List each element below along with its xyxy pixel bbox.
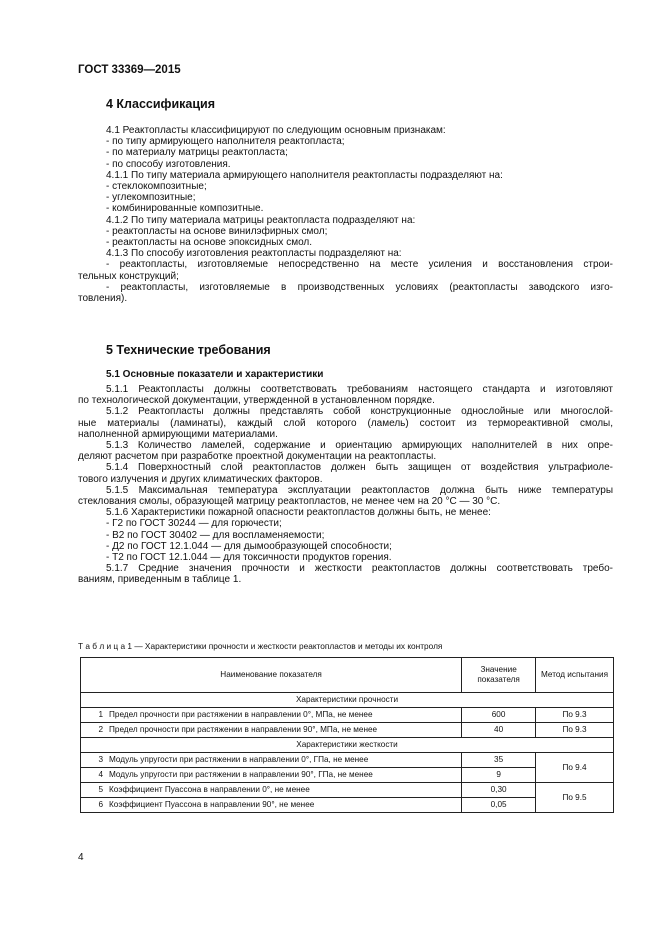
column-header-value: Значение показателя — [462, 658, 536, 693]
list-item: - стеклокомпозитные; — [106, 181, 207, 193]
row-number: 3 — [98, 755, 103, 764]
table-group-row — [81, 738, 614, 753]
list-item: - по типу армирующего наполнителя реактопласта; — [106, 136, 345, 148]
row-name-cell — [81, 753, 462, 768]
list-item: - углекомпозитные; — [106, 192, 196, 204]
table-row — [81, 723, 614, 738]
table-row — [81, 768, 614, 783]
characteristics-table — [80, 657, 614, 813]
section-4-body — [78, 125, 613, 304]
row-name-cell — [81, 768, 462, 783]
list-item: - Г2 по ГОСТ 30244 — для горючести; — [106, 518, 282, 530]
row-method: По 9.3 — [536, 723, 614, 738]
paragraph-line: 4.1.2 По типу материала матрицы реактопласта подразделяют на: — [106, 214, 416, 226]
paragraph-line: ные материалы (ламинаты), каждый слой которого (ламель) состоит из термореактивной смолы, — [78, 417, 613, 429]
row-value: 0,30 — [462, 783, 536, 798]
row-method: По 9.5 — [536, 783, 614, 813]
list-item: - реактопласты, изготовляемые в производственных условиях (реактопласты заводского изго- — [106, 281, 613, 293]
row-name-cell — [81, 783, 462, 798]
section-5-body — [78, 384, 613, 586]
paragraph-line: наполненной армирующими материалами. — [78, 428, 278, 440]
table-row — [81, 708, 614, 723]
table-header-row — [81, 658, 614, 693]
table-caption: Т а б л и ц а 1 — Характеристики прочности и жесткости реактопластов и методы их контроля — [78, 641, 443, 651]
row-value: 40 — [462, 723, 536, 738]
row-name: Коэффициент Пуассона в направлении 0°, не менее — [109, 785, 310, 794]
row-number: 2 — [98, 725, 103, 734]
row-name: Предел прочности при растяжении в направлении 90°, МПа, не менее — [109, 725, 378, 734]
list-item: - по материалу матрицы реактопласта; — [106, 147, 288, 159]
paragraph-line: 5.1.2 Реактопласты должны представлять собой конструкционные однослойные или многослой- — [106, 406, 613, 418]
row-name-cell — [81, 798, 462, 813]
paragraph-line: 5.1.4 Поверхностный слой реактопластов должен быть защищен от воздействия ультрафиоле- — [106, 462, 613, 474]
table-group-row — [81, 693, 614, 708]
subsection-5-1-title: 5.1 Основные показатели и характеристики — [106, 369, 324, 380]
list-item-continuation: товления). — [78, 293, 128, 305]
row-value: 35 — [462, 753, 536, 768]
group-label-strength: Характеристики прочности — [81, 693, 614, 708]
section-5-title: 5 Технические требования — [106, 343, 271, 357]
paragraph-line: 5.1.5 Максимальная температура эксплуатации реактопластов должна быть ниже температуры — [106, 484, 613, 496]
table-row — [81, 798, 614, 813]
list-item: - Т2 по ГОСТ 12.1.044 — для токсичности продуктов горения. — [106, 552, 392, 564]
row-name: Модуль упругости при растяжении в направлении 90°, ГПа, не менее — [109, 770, 373, 779]
column-header-method: Метод испытания — [536, 658, 614, 693]
table-row — [81, 783, 614, 798]
list-item: - комбинированные композитные. — [106, 203, 264, 215]
list-item: - В2 по ГОСТ 30402 — для воспламеняемости; — [106, 529, 325, 541]
paragraph-line: 5.1.6 Характеристики пожарной опасности реактопластов должны быть, не менее: — [106, 507, 491, 519]
paragraph-line: стеклования смолы, образующей матрицу реактопластов, не менее чем на 20 °С — 30 °С. — [78, 496, 501, 508]
row-number: 4 — [98, 770, 103, 779]
paragraph-line: деляют расчетом при разработке проектной документации на реактопласты. — [78, 451, 437, 463]
paragraph-line: 4.1.1 По типу материала армирующего наполнителя реактопласты подразделяют на: — [106, 169, 503, 181]
row-number: 6 — [98, 800, 103, 809]
column-header-name: Наименование показателя — [81, 658, 462, 693]
paragraph-line: 5.1.1 Реактопласты должны соответствовать требованиям настоящего стандарта и изготовляют — [106, 384, 613, 395]
document-code: ГОСТ 33369—2015 — [78, 64, 181, 76]
row-name: Коэффициент Пуассона в направлении 90°, не менее — [109, 800, 315, 809]
row-name-cell — [81, 723, 462, 738]
paragraph-line: ваниям, приведенным в таблице 1. — [78, 574, 242, 586]
table-row — [81, 753, 614, 768]
list-item: - Д2 по ГОСТ 12.1.044 — для дымообразующей способности; — [106, 540, 392, 552]
row-name: Предел прочности при растяжении в направлении 0°, МПа, не менее — [109, 710, 373, 719]
row-value: 600 — [462, 708, 536, 723]
row-method: По 9.3 — [536, 708, 614, 723]
row-method: По 9.4 — [536, 753, 614, 783]
row-number: 1 — [98, 710, 103, 719]
row-value: 0,05 — [462, 798, 536, 813]
paragraph-line: 5.1.3 Количество ламелей, содержание и ориентацию армирующих наполнителей в них опре- — [106, 440, 613, 452]
paragraph-line: 4.1 Реактопласты классифицируют по следующим основным признакам: — [106, 125, 446, 136]
list-item-continuation: тельных конструкций; — [78, 270, 179, 282]
page-number: 4 — [78, 852, 84, 863]
row-value: 9 — [462, 768, 536, 783]
list-item: - по способу изготовления. — [106, 158, 231, 170]
paragraph-line: по технологической документации, утвержденной в установленном порядке. — [78, 395, 435, 407]
list-item: - реактопласты на основе эпоксидных смол. — [106, 237, 313, 249]
row-name: Модуль упругости при растяжении в направлении 0°, ГПа, не менее — [109, 755, 369, 764]
group-label-stiffness: Характеристики жесткости — [81, 738, 614, 753]
paragraph-line: 5.1.7 Средние значения прочности и жесткости реактопластов должны соответствовать требо- — [106, 563, 613, 575]
list-item: - реактопласты на основе винилэфирных смол; — [106, 225, 328, 237]
paragraph-line: тового излучения и других климатических факторов. — [78, 473, 323, 485]
section-4-title: 4 Классификация — [106, 97, 216, 111]
paragraph-line: 4.1.3 По способу изготовления реактопласты подразделяют на: — [106, 248, 402, 260]
row-number: 5 — [98, 785, 103, 794]
row-name-cell — [81, 708, 462, 723]
list-item: - реактопласты, изготовляемые непосредственно на месте усиления и восстановления строи- — [106, 259, 613, 271]
